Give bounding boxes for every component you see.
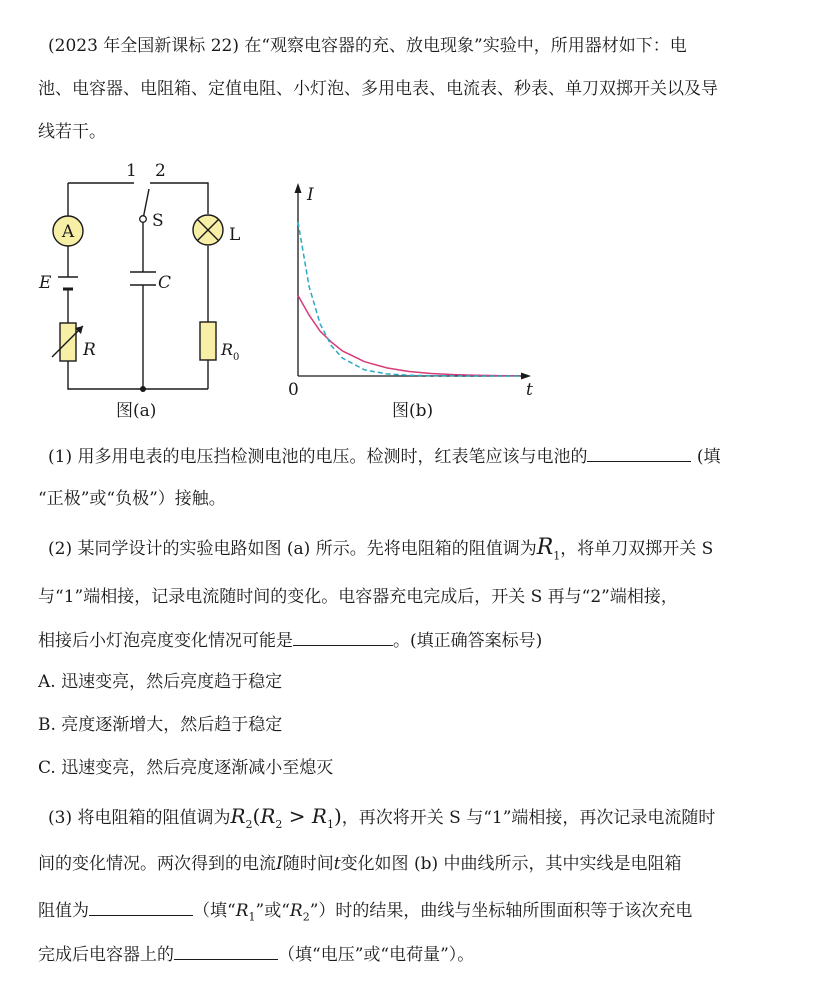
intro-line-2: 池、电容器、电阻箱、定值电阻、小灯泡、多用电表、电流表、秒表、单刀双掷开关以及导 [38, 79, 718, 99]
rheostat-label: R [83, 340, 96, 360]
q3-text-h: ”或“ [255, 901, 290, 921]
q3-text-j: 完成后电容器上的 [38, 945, 174, 965]
figure-b-caption: 图(b) [392, 401, 434, 421]
q3-R2-condition: $R_2(R_2 > R_1)$ [230, 804, 342, 831]
q3-answer-blank-1[interactable] [89, 897, 193, 916]
q3-text-e: 变化如图 (b) 中曲线所示，其中实线是电阻箱 [340, 854, 682, 874]
q2-line-3 [38, 627, 795, 654]
lamp-label: L [229, 225, 241, 245]
q3-symbol-I: I [276, 854, 283, 874]
ammeter-label: A [61, 222, 75, 242]
q3-text-c: 间的变化情况。两次得到的电流 [38, 854, 276, 874]
switch-pivot [140, 216, 147, 223]
q2-text-a: (2) 某同学设计的实验电路如图 (a) 所示。先将电阻箱的阻值调为 [48, 539, 537, 559]
terminal-2-label: 2 [155, 161, 166, 181]
q3-option-R1: $R_1$ [235, 901, 256, 924]
q2-text-c: 相接后小灯泡亮度变化情况可能是 [38, 631, 293, 651]
current-time-graph [280, 175, 540, 405]
switch-blade [143, 189, 149, 219]
junction-dot [140, 386, 146, 392]
terminal-1-label: 1 [126, 161, 137, 181]
circuit-diagram [28, 160, 288, 420]
wire-right-top [150, 183, 208, 214]
q3-line-4 [38, 941, 795, 968]
rheostat-symbol [60, 323, 76, 361]
q3-text-f: 阻值为 [38, 901, 89, 921]
q3-text-a: (3) 将电阻箱的阻值调为 [48, 808, 231, 828]
q2-option-b: B. 亮度逐渐增大，然后趋于稳定 [38, 715, 283, 735]
q1-line-1 [48, 443, 795, 470]
resistor-symbol [200, 322, 216, 360]
q2-text-d: 。(填正确答案标号) [393, 631, 543, 651]
q3-text-k: （填“电压”或“电荷量”）。 [278, 945, 475, 965]
q2-option-a: A. 迅速变亮，然后亮度趋于稳定 [38, 672, 283, 692]
capacitor-label: C [158, 273, 172, 293]
battery-symbol [58, 277, 78, 289]
q3-line-2 [38, 851, 795, 877]
intro-line-3: 线若干。 [38, 122, 106, 142]
q3-text-g: （填“ [193, 901, 236, 921]
q1-text: (1) 用多用电表的电压挡检测电池的电压。检测时，红表笔应该与电池的 [48, 447, 588, 467]
y-axis-arrow [295, 183, 302, 193]
q1-line-2: “正极”或“负极”）接触。 [38, 489, 226, 509]
origin-label: 0 [288, 380, 299, 400]
battery-label: E [39, 273, 52, 293]
q2-answer-blank[interactable] [293, 627, 393, 646]
q2-line-1 [48, 535, 795, 569]
q2-option-c: C. 迅速变亮，然后亮度逐渐减小至熄灭 [38, 758, 334, 778]
resistor-label: $R_0$ [221, 340, 240, 363]
q3-line-1 [48, 803, 795, 838]
q3-text-d: 随时间 [282, 854, 334, 874]
x-axis-label: t [526, 380, 533, 400]
capacitor-symbol [130, 272, 156, 285]
q2-text-b: ，将单刀双掷开关 S [560, 539, 714, 559]
intro-line-1: (2023 年全国新课标 22) 在“观察电容器的充、放电现象”实验中，所用器材如下：电 [48, 36, 687, 56]
q3-option-R2: $R_2$ [289, 901, 310, 924]
q3-text-i: ”）时的结果，曲线与坐标轴所围面积等于该次充电 [309, 901, 693, 921]
series-curve-dashed [298, 222, 520, 376]
q3-symbol-t: t [333, 854, 341, 874]
q1-answer-blank[interactable] [587, 443, 691, 462]
q3-answer-blank-2[interactable] [174, 941, 278, 960]
x-axis-arrow [521, 373, 531, 380]
q1-after-blank: (填 [691, 447, 721, 467]
q2-R1-symbol: $R_1$ [536, 535, 561, 563]
y-axis-label: I [307, 185, 314, 205]
q2-line-2: 与“1”端相接，记录电流随时间的变化。电容器充电完成后，开关 S 再与“2”端相接， [38, 587, 678, 607]
figure-a-caption: 图(a) [116, 401, 157, 421]
switch-label: S [152, 211, 164, 231]
q3-text-b: ，再次将开关 S 与“1”端相接，再次记录电流随时 [341, 808, 716, 828]
q3-line-3 [38, 897, 795, 930]
series-curve-solid [298, 296, 520, 376]
